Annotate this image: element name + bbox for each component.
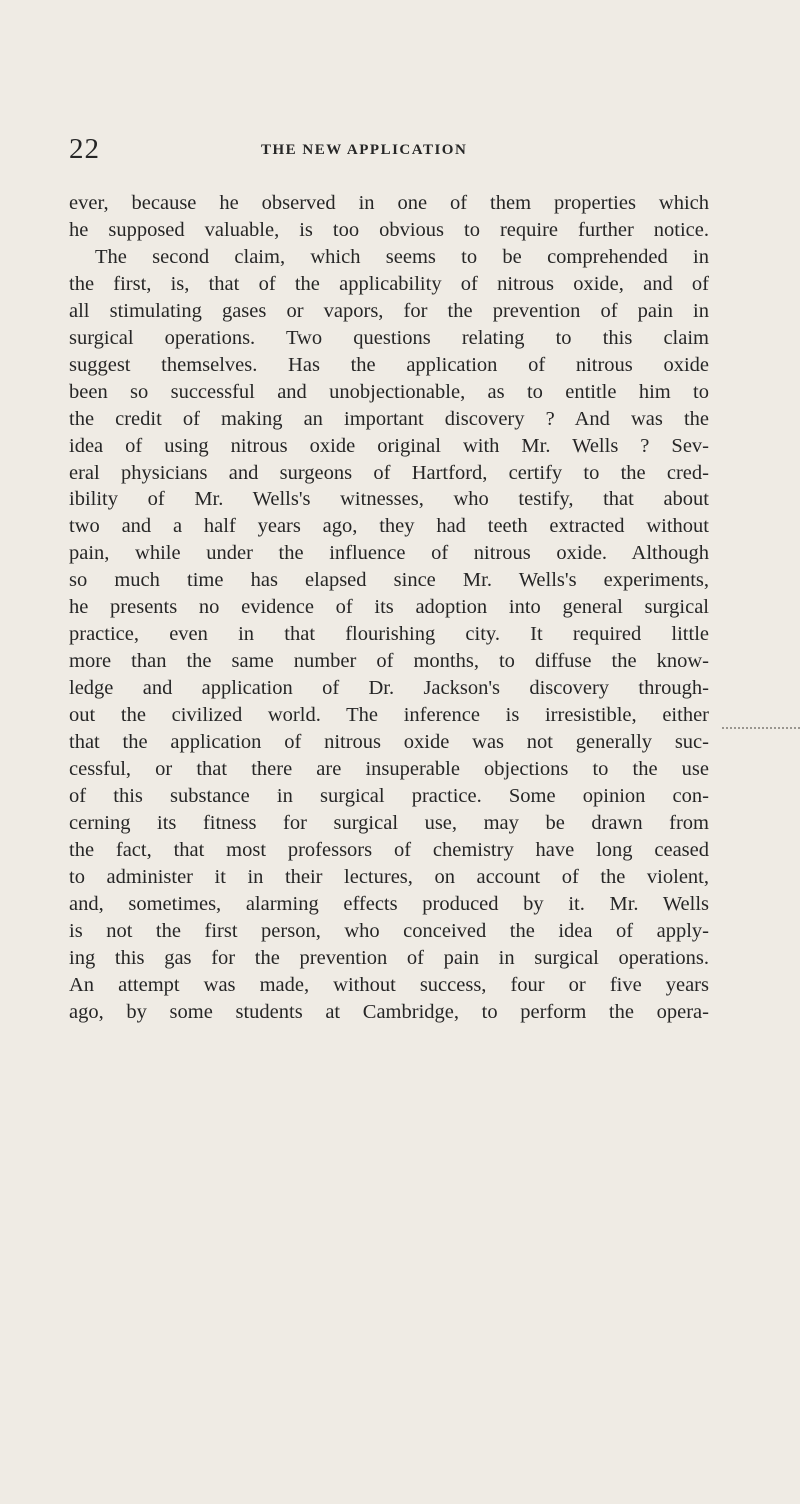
text-line: he supposed valuable, is too obvious to require further notice. — [69, 218, 709, 241]
text-line: eral physicians and surgeons of Hartford, certify to the cred- — [69, 461, 709, 484]
text-line: An attempt was made, without success, four or five years — [69, 973, 709, 996]
text-line: idea of using nitrous oxide original with Mr. Wells ? Sev- — [69, 434, 709, 457]
text-line: he presents no evidence of its adoption into general surgical — [69, 596, 709, 619]
text-line: suggest themselves. Has the application of nitrous oxide — [69, 353, 709, 376]
text-line: the fact, that most professors of chemistry have long ceased — [69, 838, 709, 861]
text-line: the first, is, that of the applicability of nitrous oxide, and of — [69, 272, 709, 295]
text-line: more than the same number of months, to diffuse the know- — [69, 650, 709, 673]
text-line: of this substance in surgical practice. Some opinion con- — [69, 784, 709, 807]
text-line: ledge and application of Dr. Jackson's discovery through- — [69, 677, 709, 700]
text-line: cessful, or that there are insuperable objections to the use — [69, 758, 709, 781]
body-text — [69, 190, 709, 1026]
text-line: and, sometimes, alarming effects produced by it. Mr. Wells — [69, 892, 709, 915]
page-header — [69, 133, 709, 167]
text-line: that the application of nitrous oxide was not generally suc- — [69, 731, 709, 754]
text-line: all stimulating gases or vapors, for the prevention of pain in — [69, 299, 709, 322]
text-line: cerning its fitness for surgical use, may be drawn from — [69, 811, 709, 834]
text-line: so much time has elapsed since Mr. Wells's experiments, — [69, 569, 709, 592]
text-line: the credit of making an important discovery ? And was the — [69, 407, 709, 430]
text-line: ago, by some students at Cambridge, to perform the opera- — [69, 1000, 709, 1023]
text-line: out the civilized world. The inference is irresistible, either — [69, 704, 709, 727]
running-head: THE NEW APPLICATION — [261, 142, 468, 158]
margin-mark — [722, 727, 800, 731]
text-line: two and a half years ago, they had teeth extracted without — [69, 515, 709, 538]
text-line: ibility of Mr. Wells's witnesses, who testify, that about — [69, 488, 709, 511]
text-line: ing this gas for the prevention of pain in surgical operations. — [69, 946, 709, 969]
text-line: ever, because he observed in one of them properties which — [69, 192, 709, 214]
text-line: The second claim, which seems to be comprehended in — [95, 245, 709, 268]
page-number: 22 — [69, 133, 100, 165]
text-line: pain, while under the influence of nitrous oxide. Although — [69, 542, 709, 565]
text-line: to administer it in their lectures, on account of the violent, — [69, 865, 709, 888]
text-line: practice, even in that flourishing city. It required little — [69, 623, 709, 646]
text-line: surgical operations. Two questions relating to this claim — [69, 326, 709, 349]
text-line: is not the first person, who conceived the idea of apply- — [69, 919, 709, 942]
text-line: been so successful and unobjectionable, as to entitle him to — [69, 380, 709, 403]
